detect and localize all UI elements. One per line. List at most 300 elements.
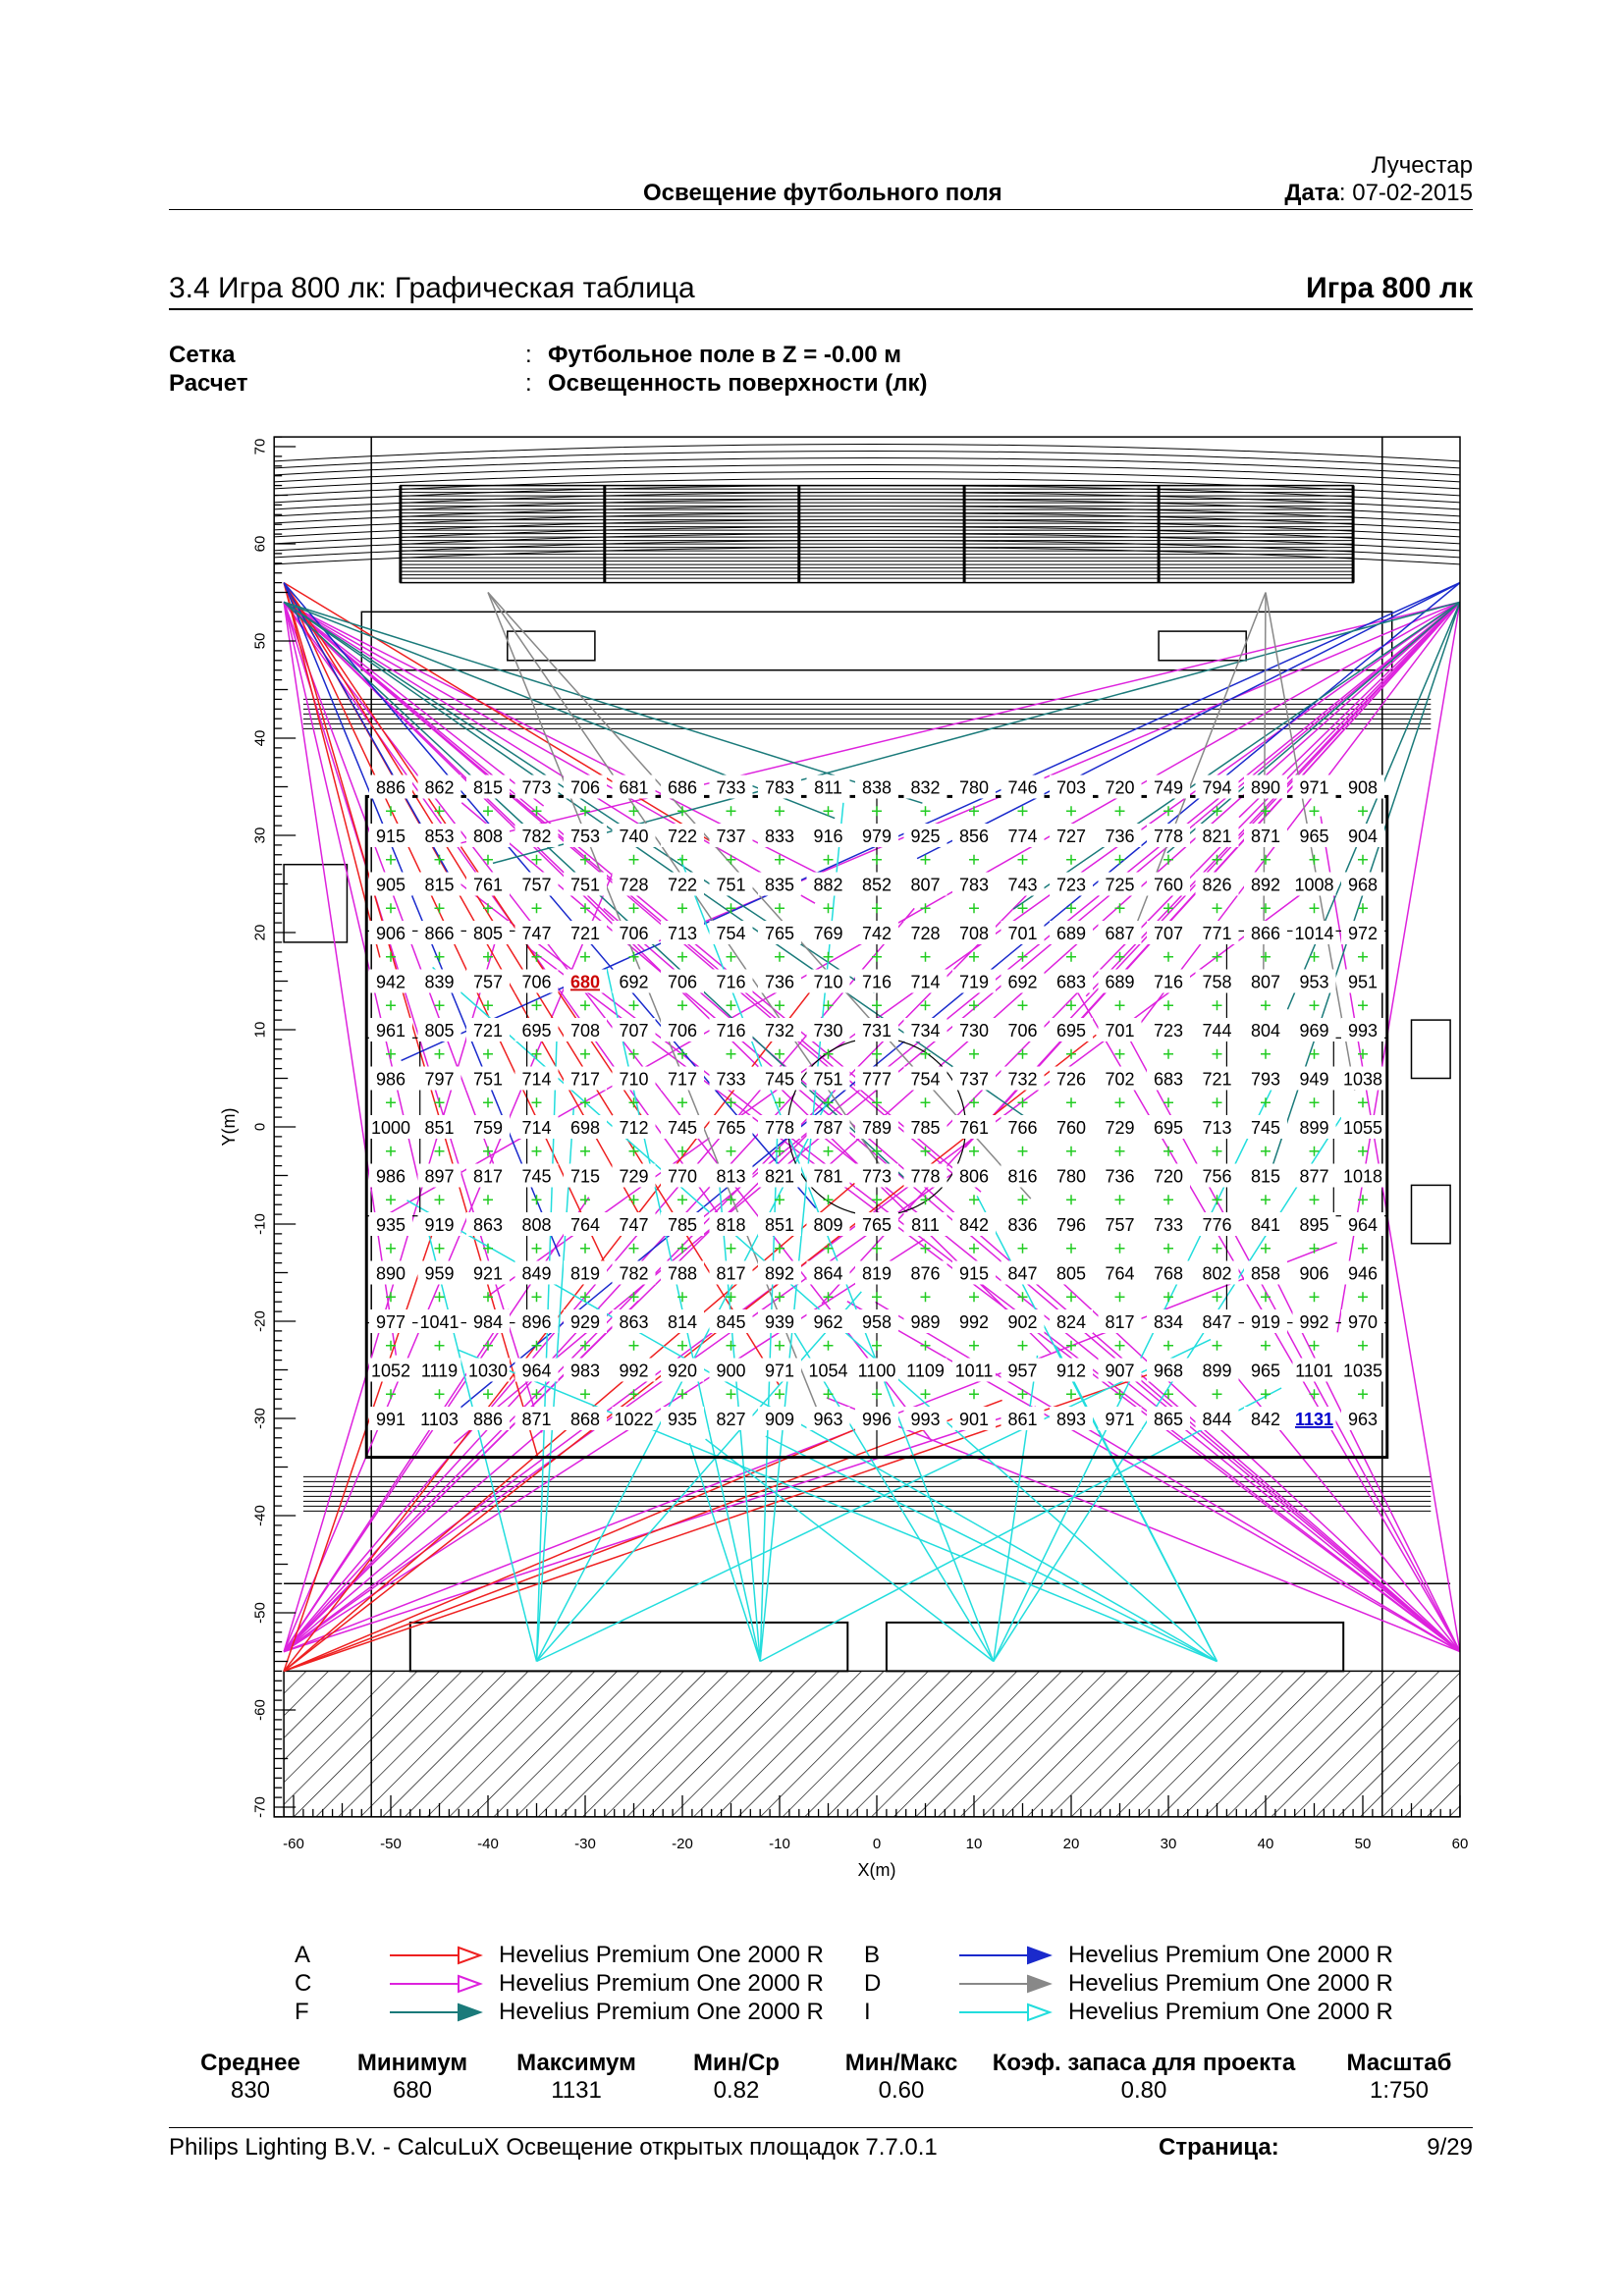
grid-value: 807 (910, 875, 941, 895)
grid-value: 734 (910, 1021, 941, 1041)
grid-value: 824 (1055, 1312, 1087, 1332)
grid-value: 834 (1153, 1312, 1184, 1332)
stand-curve (274, 513, 1460, 530)
grid-value: 813 (716, 1166, 746, 1187)
stat-label: Мин/Макс (844, 2050, 958, 2076)
y-tick-label: -10 (251, 1213, 269, 1235)
grid-marker (727, 1049, 736, 1059)
grid-value: 959 (424, 1263, 455, 1284)
grid-marker (435, 1389, 445, 1399)
grid-marker (1213, 1000, 1222, 1010)
grid-value: 877 (1299, 1166, 1329, 1187)
grid-marker (580, 1244, 590, 1254)
grid-value: 807 (1250, 972, 1281, 992)
grid-value: 714 (521, 1069, 552, 1090)
grid-marker (532, 1097, 542, 1107)
stand-roof-left (410, 1623, 848, 1672)
grid-value: 808 (521, 1215, 552, 1235)
grid-value: 723 (1153, 1021, 1184, 1041)
grid-value: 958 (861, 1312, 893, 1332)
grid-marker (1018, 1195, 1028, 1204)
grid-value: 921 (472, 1263, 504, 1284)
grid-marker (1115, 1195, 1125, 1204)
grid-value: 751 (569, 875, 601, 895)
grid-value: 794 (1202, 777, 1232, 798)
grid-value: 971 (764, 1361, 795, 1381)
grid-value: 992 (958, 1312, 990, 1332)
grid-marker (775, 952, 784, 962)
grid-marker (580, 1147, 590, 1156)
grid-marker (727, 1244, 736, 1254)
grid-value: 788 (667, 1263, 698, 1284)
grid-value: 847 (1007, 1263, 1038, 1284)
grid-value: 760 (1153, 875, 1184, 895)
grid-value: 892 (1250, 875, 1281, 895)
grid-value: 805 (424, 1021, 455, 1041)
grid-marker (580, 1389, 590, 1399)
grid-marker (1213, 855, 1222, 865)
grid-value: 707 (619, 1021, 649, 1041)
section-title: 3.4 Игра 800 лк: Графическая таблица (169, 272, 695, 304)
grid-value: 908 (1347, 777, 1379, 798)
grid-value: 925 (910, 827, 941, 846)
grid-value: 847 (1202, 1312, 1232, 1332)
grid-marker (1261, 1097, 1271, 1107)
grid-value: 871 (1250, 827, 1281, 846)
grid-value: 698 (569, 1118, 601, 1138)
grid-value: 849 (521, 1263, 552, 1284)
grid-value: 863 (619, 1312, 649, 1332)
grid-value: 701 (1105, 1021, 1135, 1041)
grid-value: 710 (619, 1069, 649, 1090)
x-tick-label: 60 (1451, 1835, 1469, 1852)
grid-marker (921, 952, 931, 962)
grid-value: 970 (1347, 1312, 1379, 1332)
grid-marker (1066, 1147, 1076, 1156)
stand-curve (274, 486, 1460, 503)
grid-value: 1030 (467, 1361, 509, 1381)
grid-marker (969, 855, 979, 865)
grid-value: 746 (1007, 777, 1038, 798)
beam-line (284, 583, 654, 1135)
stat-value: 0.82 (713, 2077, 760, 2104)
footer-rule (169, 2127, 1473, 2128)
grid-value: 714 (910, 972, 941, 992)
grid-value: 1022 (614, 1410, 654, 1429)
grid-value: 793 (1250, 1069, 1281, 1090)
grid-value: 916 (813, 827, 843, 846)
grid-marker (1115, 806, 1125, 816)
grid-marker (629, 1292, 639, 1302)
side-box (1412, 1185, 1451, 1243)
grid-value: 957 (1007, 1361, 1038, 1381)
grid-value: 729 (619, 1166, 649, 1187)
grid-value: 723 (1055, 875, 1087, 895)
grid-value: 766 (1007, 1118, 1038, 1138)
grid-value: 833 (764, 827, 795, 846)
grid-value: 728 (910, 924, 941, 943)
grid-marker (1066, 1341, 1076, 1351)
grid-marker (921, 806, 931, 816)
grid-value: 785 (667, 1215, 698, 1235)
grid-marker (1213, 1244, 1222, 1254)
y-tick-label: 20 (251, 924, 269, 941)
grid-value: 861 (1007, 1410, 1038, 1429)
grid-value: Футбольное поле в Z = -0.00 м (548, 342, 901, 368)
grid-marker (1115, 1244, 1125, 1254)
grid-value: 706 (569, 777, 601, 798)
grid-value: 962 (813, 1312, 843, 1332)
grid-value: 787 (813, 1118, 843, 1138)
grid-marker (1310, 1292, 1320, 1302)
stand-curve (274, 541, 1460, 558)
grid-marker (483, 1389, 493, 1399)
grid-marker (1018, 1341, 1028, 1351)
grid-marker (532, 1195, 542, 1204)
grid-value: 939 (764, 1312, 795, 1332)
grid-marker (872, 903, 882, 913)
grid-value: 712 (619, 1118, 649, 1138)
grid-marker (921, 1097, 931, 1107)
beam-line (284, 602, 922, 803)
grid-marker (677, 1195, 687, 1204)
grid-value: 949 (1299, 1069, 1329, 1090)
grid-marker (969, 1097, 979, 1107)
grid-key: Сетка (169, 342, 236, 368)
grid-value: 778 (910, 1166, 941, 1187)
grid-marker (1310, 806, 1320, 816)
grid-value: 1109 (906, 1361, 945, 1381)
grid-marker (1115, 1292, 1125, 1302)
grid-marker (727, 855, 736, 865)
grid-marker (921, 1389, 931, 1399)
stand-curve (274, 520, 1460, 537)
grid-value: 817 (472, 1166, 504, 1187)
grid-value: 842 (1250, 1410, 1281, 1429)
grid-marker (1310, 1244, 1320, 1254)
grid-value: 895 (1299, 1215, 1329, 1235)
grid-value: 856 (958, 827, 990, 846)
grid-value: 708 (958, 924, 990, 943)
software-info: Philips Lighting B.V. - CalcuLuX Освещение открытых площадок 7.7.0.1 (169, 2134, 938, 2161)
stat-label: Среднее (200, 2050, 300, 2076)
date-value: : 07-02-2015 (1338, 180, 1473, 206)
grid-value: 907 (1105, 1361, 1135, 1381)
grid-value: 751 (472, 1069, 504, 1090)
x-tick-label: 10 (965, 1835, 983, 1852)
grid-value: 845 (716, 1312, 746, 1332)
y-tick-label: 70 (251, 438, 269, 455)
grid-value: 695 (1055, 1021, 1087, 1041)
grid-value: 743 (1007, 875, 1038, 895)
grid-value: 893 (1055, 1410, 1087, 1429)
grid-value: 717 (569, 1069, 601, 1090)
grid-value: 722 (667, 827, 698, 846)
grid-value: 768 (1153, 1263, 1184, 1284)
grid-value: 844 (1202, 1410, 1232, 1429)
grid-marker (1213, 1341, 1222, 1351)
grid-value: 710 (813, 972, 843, 992)
grid-marker (872, 1389, 882, 1399)
grid-marker (386, 1049, 396, 1059)
grid-marker (1115, 1147, 1125, 1156)
grid-value: 757 (1105, 1215, 1135, 1235)
grid-value: 972 (1347, 924, 1379, 943)
grid-marker (1261, 1292, 1271, 1302)
grid-value: 726 (1055, 1069, 1087, 1090)
page-label: Страница: (1159, 2134, 1279, 2161)
grid-value: 1000 (370, 1118, 411, 1138)
grid-marker (872, 855, 882, 865)
grid-marker (677, 1341, 687, 1351)
grid-marker (435, 1341, 445, 1351)
y-tick-label: -30 (251, 1408, 269, 1429)
grid-value: 841 (1250, 1215, 1281, 1235)
grid-marker (580, 1000, 590, 1010)
grid-value: 719 (958, 972, 990, 992)
y-tick-label: 50 (251, 632, 269, 650)
x-tick-label: -10 (769, 1835, 790, 1852)
grid-value: 727 (1055, 827, 1087, 846)
grid-value: 851 (764, 1215, 795, 1235)
grid-value: 689 (1105, 972, 1135, 992)
beam-line (827, 1398, 1460, 1652)
grid-value: 1052 (370, 1361, 411, 1381)
y-tick-label: -60 (251, 1699, 269, 1721)
grid-marker (1310, 903, 1320, 913)
grid-value: 706 (667, 1021, 698, 1041)
grid-value: 681 (619, 777, 649, 798)
x-tick-label: 40 (1257, 1835, 1274, 1852)
grid-value: 819 (569, 1263, 601, 1284)
grid-marker (1115, 1097, 1125, 1107)
grid-marker (1115, 1049, 1125, 1059)
grid-value: 751 (716, 875, 746, 895)
stat-value: 0.80 (1120, 2077, 1167, 2104)
grid-marker (1163, 903, 1173, 913)
grid-marker (1358, 1147, 1368, 1156)
grid-value: 842 (958, 1215, 990, 1235)
grid-value: 805 (472, 924, 504, 943)
x-axis-label: X(m) (857, 1859, 896, 1880)
grid-marker (1310, 1389, 1320, 1399)
grid-value: 701 (1007, 924, 1038, 943)
grid-value: 745 (521, 1166, 552, 1187)
grid-marker (727, 1341, 736, 1351)
grid-marker (1358, 1244, 1368, 1254)
grid-value: 758 (1202, 972, 1232, 992)
grid-value: 809 (813, 1215, 843, 1235)
x-tick-label: -30 (574, 1835, 596, 1852)
grid-value: 951 (1347, 972, 1379, 992)
stand-curve (274, 527, 1460, 544)
grid-value: 876 (910, 1263, 941, 1284)
legend-name: Hevelius Premium One 2000 R (1068, 1970, 1393, 1997)
grid-marker (677, 1000, 687, 1010)
stat-value: 1:750 (1369, 2077, 1430, 2104)
stand-curve (274, 548, 1460, 564)
grid-marker (435, 1049, 445, 1059)
grid-value: 729 (1105, 1118, 1135, 1138)
stat-label: Минимум (356, 2050, 468, 2076)
grid-value: 707 (1153, 924, 1184, 943)
grid-value: 765 (716, 1118, 746, 1138)
legend-name: Hevelius Premium One 2000 R (1068, 1999, 1393, 2025)
beam-line (994, 1117, 1341, 1661)
grid-value: 689 (1055, 924, 1087, 943)
grid-value: 733 (1153, 1215, 1184, 1235)
grid-value: 964 (1347, 1215, 1379, 1235)
x-tick-label: 50 (1354, 1835, 1372, 1852)
grid-value: 757 (472, 972, 504, 992)
grid-marker (677, 903, 687, 913)
grid-marker (532, 1000, 542, 1010)
grid-value: 757 (521, 875, 552, 895)
grid-marker (1163, 1244, 1173, 1254)
grid-value: 683 (1153, 1069, 1184, 1090)
grid-value: 754 (716, 924, 746, 943)
grid-marker (1358, 1292, 1368, 1302)
side-box (1412, 1020, 1451, 1078)
grid-value: 720 (1153, 1166, 1184, 1187)
gate-left (508, 631, 595, 661)
grid-value: 753 (569, 827, 601, 846)
grid-value: 747 (619, 1215, 649, 1235)
grid-marker (775, 1389, 784, 1399)
grid-marker (969, 952, 979, 962)
grid-marker (1066, 1097, 1076, 1107)
grid-value: 749 (1153, 777, 1184, 798)
grid-value: 780 (958, 777, 990, 798)
grid-value: 965 (1250, 1361, 1281, 1381)
beam-line (1013, 602, 1460, 909)
grid-value: 782 (619, 1263, 649, 1284)
grid-value: 765 (861, 1215, 893, 1235)
grid-value: 731 (861, 1021, 893, 1041)
grid-value: 963 (1347, 1410, 1379, 1429)
grid-marker (580, 952, 590, 962)
grid-marker (1163, 855, 1173, 865)
grid-marker (727, 1000, 736, 1010)
grid-value: 692 (619, 972, 649, 992)
x-tick-label: 30 (1160, 1835, 1177, 1852)
y-tick-label: 0 (251, 1122, 269, 1132)
grid-value: 721 (1202, 1069, 1232, 1090)
grid-marker (483, 1097, 493, 1107)
grid-value: 740 (619, 827, 649, 846)
grid-value: 764 (569, 1215, 601, 1235)
y-axis-label: Y(m) (219, 1107, 240, 1147)
grid-marker (872, 1000, 882, 1010)
y-tick-label: 10 (251, 1021, 269, 1039)
stand-curve (274, 507, 1460, 523)
grid-marker (775, 806, 784, 816)
grid-value: 865 (1153, 1410, 1184, 1429)
grid-value: 1103 (420, 1410, 459, 1429)
grid-marker (1261, 952, 1271, 962)
stand-curve (274, 445, 1460, 461)
grid-value: 835 (764, 875, 795, 895)
grid-value: 912 (1055, 1361, 1087, 1381)
grid-value: 781 (813, 1166, 843, 1187)
grid-marker (532, 1049, 542, 1059)
x-tick-label: -40 (477, 1835, 499, 1852)
beam-line (284, 583, 560, 1256)
grid-marker (1018, 1000, 1028, 1010)
grid-value: 770 (667, 1166, 698, 1187)
grid-value: 716 (716, 1021, 746, 1041)
grid-value: 964 (521, 1361, 552, 1381)
stand-curve (274, 534, 1460, 551)
grid-value: 1054 (808, 1361, 848, 1381)
calc-sep: : (525, 370, 532, 397)
grid-value: 953 (1299, 972, 1329, 992)
grid-value: 733 (716, 1069, 746, 1090)
grid-value: 935 (667, 1410, 698, 1429)
grid-marker (532, 903, 542, 913)
legend-name: Hevelius Premium One 2000 R (499, 1999, 824, 2025)
grid-value: 905 (375, 875, 406, 895)
y-tick-label: 40 (251, 729, 269, 747)
grid-value: 783 (958, 875, 990, 895)
legend-name: Hevelius Premium One 2000 R (499, 1942, 824, 1968)
grid-marker (629, 855, 639, 865)
grid-value: 730 (813, 1021, 843, 1041)
grid-value: 1055 (1342, 1118, 1383, 1138)
grid-value: 797 (424, 1069, 455, 1090)
grid-value: 730 (958, 1021, 990, 1041)
grid-marker (727, 1389, 736, 1399)
grid-marker (921, 1341, 931, 1351)
grid-marker (629, 806, 639, 816)
y-tick-label: -70 (251, 1796, 269, 1818)
grid-value: 720 (1105, 777, 1135, 798)
grid-value: 858 (1250, 1263, 1281, 1284)
grid-marker (921, 1292, 931, 1302)
grid-value: 821 (1202, 827, 1232, 846)
grid-value: 808 (472, 827, 504, 846)
grid-marker (1310, 855, 1320, 865)
grid-marker (824, 1389, 834, 1399)
grid-value: 802 (1202, 1263, 1232, 1284)
grid-value: 717 (667, 1069, 698, 1090)
grid-marker (1018, 1389, 1028, 1399)
grid-value: 736 (1105, 827, 1135, 846)
grid-marker (969, 903, 979, 913)
grid-value: 971 (1299, 777, 1329, 798)
grid-value: 817 (716, 1263, 746, 1284)
grid-marker (483, 806, 493, 816)
grid-value: 946 (1347, 1263, 1379, 1284)
x-tick-label: -60 (283, 1835, 304, 1852)
grid-marker (386, 1195, 396, 1204)
grid-marker (775, 903, 784, 913)
calc-key: Расчет (169, 370, 248, 397)
grid-value: 968 (1347, 875, 1379, 895)
grid-value: 783 (764, 777, 795, 798)
grid-value: 996 (861, 1410, 893, 1429)
grid-marker (1358, 855, 1368, 865)
company-name: Лучестар (1371, 152, 1473, 179)
legend-swatch (957, 1941, 1055, 1970)
grid-value: 1014 (1294, 924, 1334, 943)
grid-value: 942 (375, 972, 406, 992)
grid-value: 777 (861, 1069, 893, 1090)
grid-value: 986 (375, 1166, 406, 1187)
grid-value: 866 (1250, 924, 1281, 943)
grid-marker (969, 1000, 979, 1010)
grid-value: 838 (861, 777, 893, 798)
